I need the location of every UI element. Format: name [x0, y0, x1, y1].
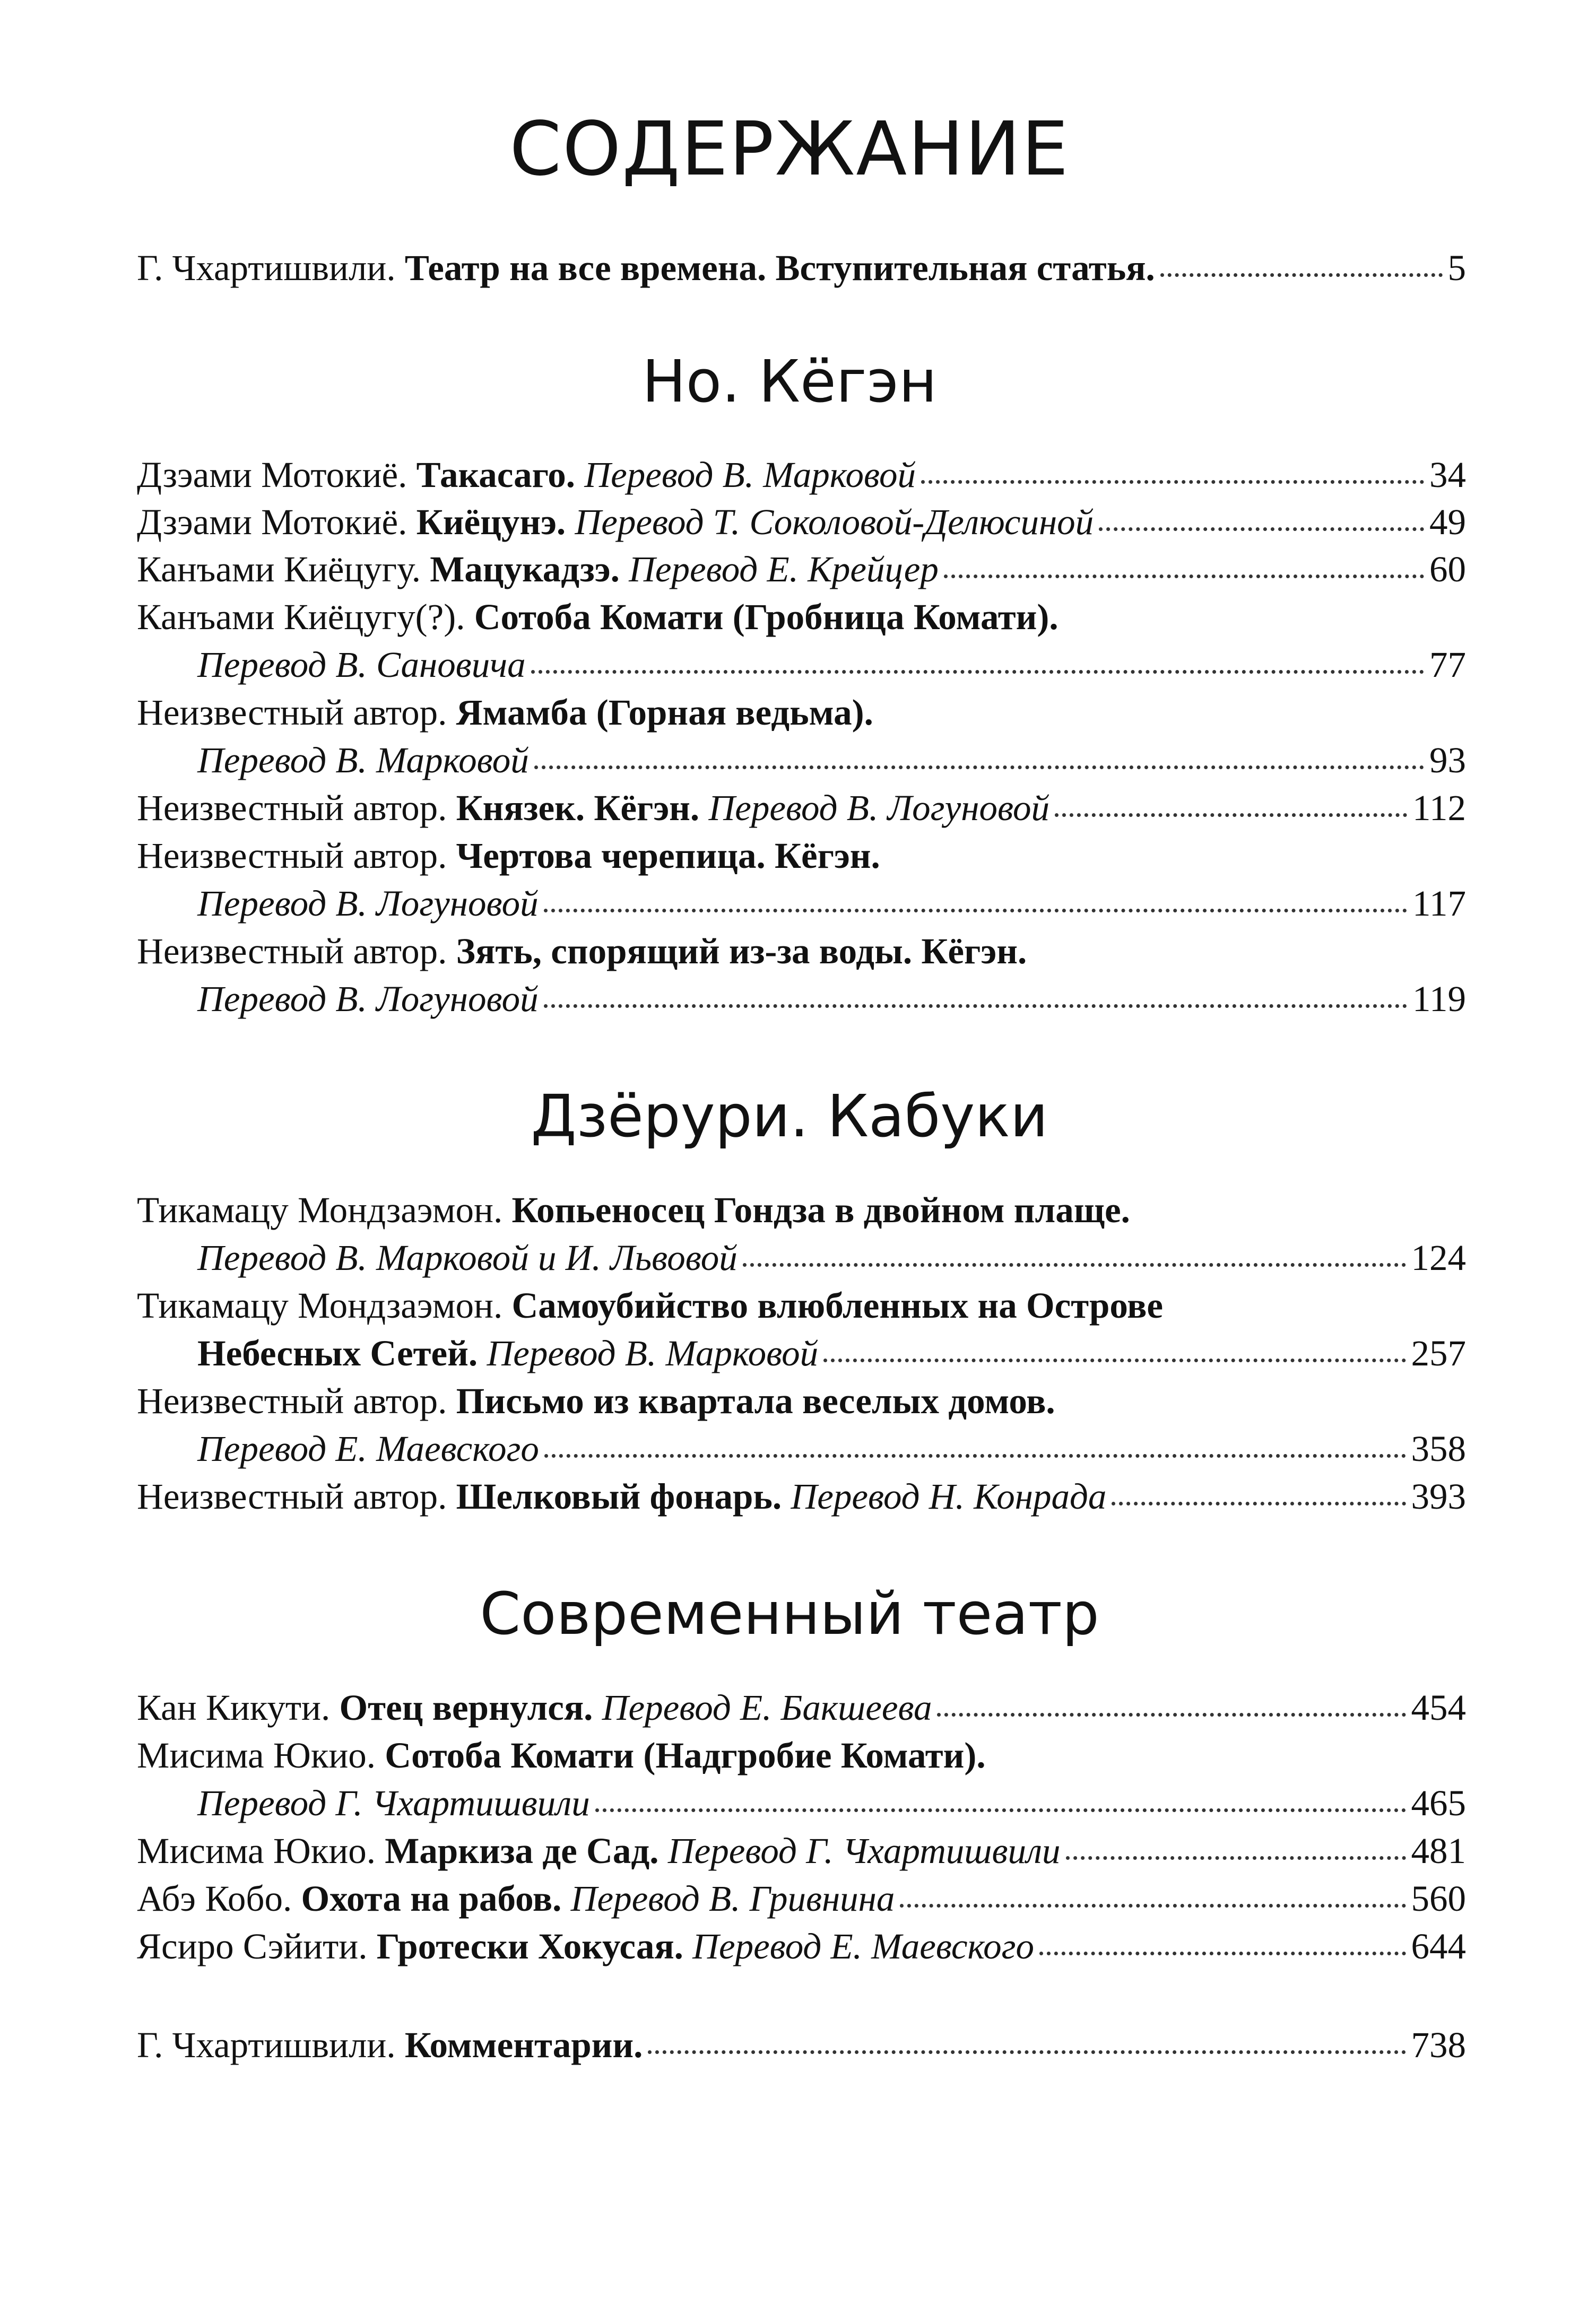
toc-entry-continuation [197, 881, 1466, 926]
entry-page-number: 454 [1411, 1687, 1466, 1728]
entry-title: Копьеносец Гондза в двойном плаще. [511, 1190, 1130, 1230]
toc-entry [137, 690, 1466, 735]
entry-translator: Перевод В. Гривнина [570, 1878, 895, 1919]
entry-page-number: 119 [1412, 979, 1466, 1019]
entry-page-number: 93 [1429, 740, 1466, 780]
toc-entry [137, 1733, 1466, 1778]
entry-author: Тикамацу Мондзаэмон. [137, 1190, 503, 1230]
dot-leader [743, 1263, 1406, 1267]
toc-entry [137, 2022, 1466, 2068]
toc-entry-continuation [197, 642, 1466, 687]
entry-page-number: 60 [1429, 549, 1466, 589]
entry-title: Комментарии. [404, 2025, 643, 2065]
entry-page-number: 124 [1411, 1238, 1466, 1278]
entry-translator: Перевод В. Марковой [584, 455, 916, 495]
entry-author: Г. Чхартишвили. [137, 248, 396, 288]
entry-translator: Перевод В. Марковой и И. Львовой [197, 1238, 738, 1278]
dot-leader [544, 1454, 1406, 1458]
entry-page-number: 393 [1411, 1476, 1466, 1517]
entry-title: Зять, спорящий из-за воды. Кёгэн. [456, 931, 1027, 971]
entry-page-number: 49 [1429, 502, 1466, 542]
entry-author: Кан Кикути. [137, 1687, 331, 1728]
entry-translator: Перевод Е. Бакшеева [602, 1687, 932, 1728]
toc-entry-continuation [197, 1235, 1466, 1281]
dot-leader [534, 765, 1424, 769]
dot-leader [1112, 1502, 1406, 1505]
entry-translator: Перевод Т. Соколовой-Делюсиной [575, 502, 1094, 542]
entry-author: Дзэами Мотокиё. [137, 502, 407, 542]
toc-entry [137, 785, 1466, 831]
dot-leader [1055, 813, 1407, 817]
section-heading: Дзёрури. Кабуки [531, 1082, 1048, 1150]
entry-title: Маркиза де Сад. [385, 1831, 659, 1871]
toc-entry [137, 833, 1466, 878]
entry-title: Сотоба Комати (Надгробие Комати). [385, 1735, 986, 1775]
entry-page-number: 34 [1429, 455, 1466, 495]
toc-entry-continuation [197, 1426, 1466, 1472]
toc-entry [137, 928, 1466, 974]
entry-translator: Перевод Е. Крейцер [629, 549, 939, 589]
entry-title: Письмо из квартала веселых домов. [456, 1381, 1055, 1421]
entry-title: Отец вернулся. [339, 1687, 593, 1728]
entry-title-continuation: Небесных Сетей. [197, 1333, 478, 1373]
toc-entry-continuation [197, 1780, 1466, 1826]
entry-title: Гротески Хокусая. [376, 1926, 683, 1966]
entry-author: Неизвестный автор. [137, 835, 447, 876]
entry-author: Канъами Киёцугу(?). [137, 597, 465, 637]
entry-page-number: 738 [1411, 2025, 1466, 2065]
entry-author: Ясиро Сэйити. [137, 1926, 368, 1966]
entry-translator: Перевод В. Логуновой [197, 883, 539, 924]
entry-author: Неизвестный автор. [137, 1476, 447, 1517]
entry-author: Канъами Киёцугу. [137, 549, 421, 589]
entry-author: Мисима Юкио. [137, 1735, 376, 1775]
entry-translator: Перевод В. Логуновой [197, 979, 539, 1019]
dot-leader [944, 575, 1424, 578]
section-heading: Современный театр [480, 1580, 1099, 1648]
toc-entry-continuation [197, 1330, 1466, 1376]
toc-entry [137, 1283, 1466, 1328]
dot-leader [921, 480, 1424, 484]
toc-entry [137, 1685, 1466, 1730]
entry-title: Театр на все времена. Вступительная статья. [404, 248, 1155, 288]
entry-author: Неизвестный автор. [137, 788, 447, 828]
section-heading: Но. Кёгэн [642, 347, 937, 415]
entry-author: Г. Чхартишвили. [137, 2025, 396, 2065]
toc-entry [137, 1828, 1466, 1874]
entry-translator: Перевод Н. Конрада [791, 1476, 1107, 1517]
entry-title: Князек. Кёгэн. [456, 788, 700, 828]
dot-leader [648, 2050, 1406, 2054]
dot-leader [531, 670, 1424, 674]
entry-title: Чертова черепица. Кёгэн. [456, 835, 880, 876]
entry-title: Самоубийство влюбленных на Острове [511, 1285, 1164, 1326]
entry-title: Ямамба (Горная ведьма). [456, 692, 873, 733]
entry-page-number: 77 [1429, 645, 1466, 685]
toc-entry-continuation [197, 976, 1466, 1022]
dot-leader [1066, 1856, 1406, 1860]
toc-entry [137, 1474, 1466, 1519]
entry-title: Мацукадзэ. [430, 549, 620, 589]
toc-entry [137, 1876, 1466, 1921]
entry-title: Киёцунэ. [416, 502, 566, 542]
entry-page-number: 644 [1411, 1926, 1466, 1966]
toc-entry [137, 546, 1466, 592]
entry-author: Неизвестный автор. [137, 692, 447, 733]
entry-title: Сотоба Комати (Гробница Комати). [474, 597, 1059, 637]
entry-author: Неизвестный автор. [137, 1381, 447, 1421]
entry-translator: Перевод В. Логуновой [708, 788, 1049, 828]
entry-translator: Перевод Е. Маевского [692, 1926, 1035, 1966]
entry-translator: Перевод В. Марковой [487, 1333, 819, 1373]
toc-entry [137, 1923, 1466, 1969]
entry-translator: Перевод Г. Чхартишвили [667, 1831, 1061, 1871]
entry-translator: Перевод В. Марковой [197, 740, 529, 780]
entry-page-number: 5 [1447, 248, 1466, 288]
entry-translator: Перевод Г. Чхартишвили [197, 1783, 590, 1823]
dot-leader [823, 1359, 1406, 1362]
entry-page-number: 358 [1411, 1429, 1466, 1469]
toc-entry-continuation [197, 737, 1466, 783]
page-title: СОДЕРЖАНИЕ [509, 106, 1070, 193]
dot-leader [544, 909, 1407, 912]
entry-author: Неизвестный автор. [137, 931, 447, 971]
toc-entry [137, 1187, 1466, 1233]
toc-entry [137, 1378, 1466, 1424]
entry-translator: Перевод Е. Маевского [197, 1429, 539, 1469]
dot-leader [1099, 527, 1424, 531]
entry-author: Абэ Кобо. [137, 1878, 292, 1919]
dot-leader [900, 1904, 1406, 1908]
entry-title: Охота на рабов. [301, 1878, 562, 1919]
entry-page-number: 560 [1411, 1878, 1466, 1919]
dot-leader [595, 1808, 1406, 1812]
entry-page-number: 481 [1411, 1831, 1466, 1871]
entry-author: Мисима Юкио. [137, 1831, 376, 1871]
entry-page-number: 465 [1411, 1783, 1466, 1823]
entry-author: Дзэами Мотокиё. [137, 455, 407, 495]
entry-page-number: 117 [1412, 883, 1466, 924]
toc-entry [137, 245, 1466, 291]
entry-author: Тикамацу Мондзаэмон. [137, 1285, 503, 1326]
dot-leader [544, 1004, 1407, 1008]
entry-page-number: 112 [1412, 788, 1466, 828]
dot-leader [1160, 273, 1443, 277]
toc-entry [137, 499, 1466, 545]
toc-entry [137, 594, 1466, 640]
dot-leader [937, 1713, 1406, 1717]
entry-page-number: 257 [1411, 1333, 1466, 1373]
toc-entry [137, 452, 1466, 498]
dot-leader [1039, 1952, 1406, 1955]
entry-translator: Перевод В. Сановича [197, 645, 526, 685]
entry-title: Такасаго. [416, 455, 576, 495]
entry-title: Шелковый фонарь. [456, 1476, 782, 1517]
